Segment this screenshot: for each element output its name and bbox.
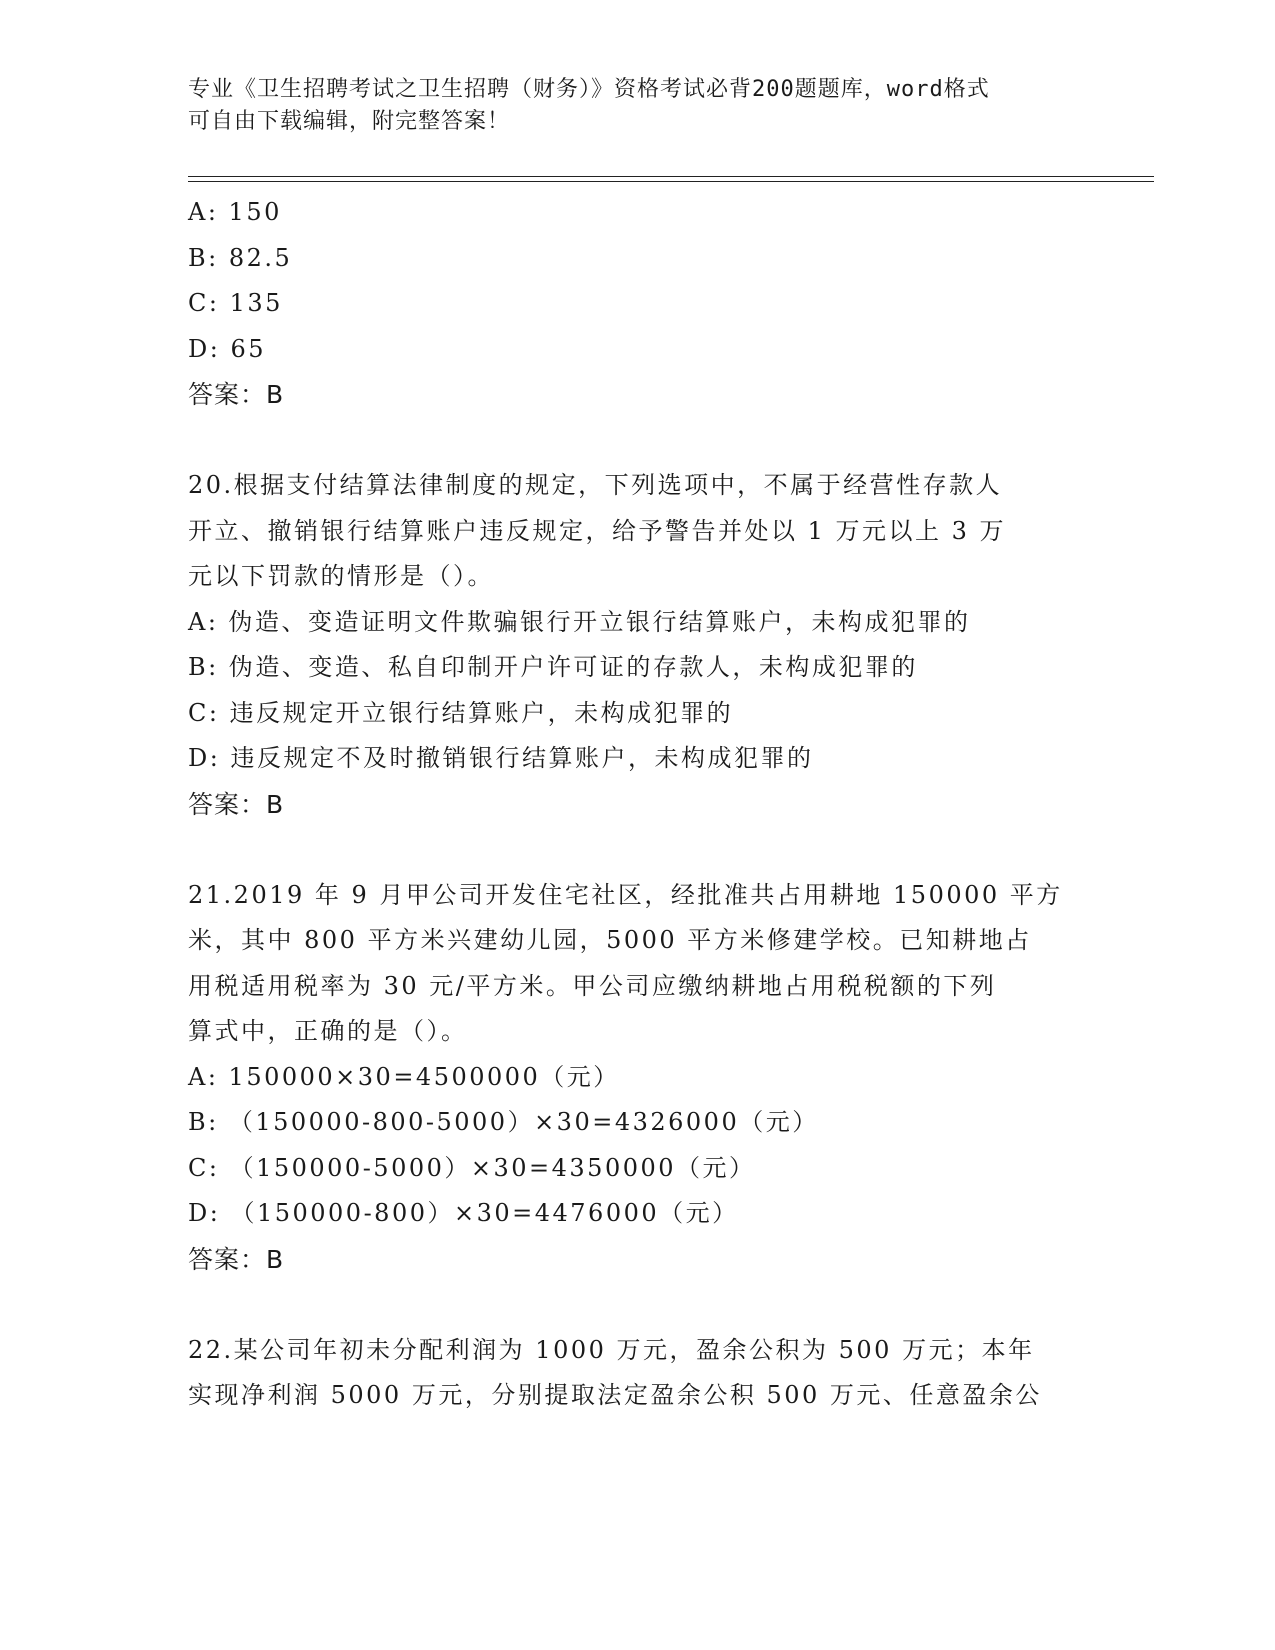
question-22 bbox=[188, 1328, 1088, 1419]
option-d: D: （150000-800）×30=4476000（元） bbox=[188, 1199, 739, 1227]
option-a: A: 150000×30=4500000（元） bbox=[188, 1062, 620, 1091]
document-header bbox=[188, 74, 1068, 138]
option-c: C: （150000-5000）×30=4350000（元） bbox=[188, 1153, 756, 1182]
document-body bbox=[188, 190, 1088, 1419]
answer: 答案：B bbox=[188, 789, 285, 819]
question-text-line: 实现净利润 5000 万元，分别提取法定盈余公积 500 万元、任意盈余公 bbox=[188, 1381, 1042, 1409]
spacer bbox=[188, 1282, 1088, 1328]
question-text-line: 算式中，正确的是（）。 bbox=[188, 1017, 468, 1045]
spacer bbox=[188, 418, 1088, 464]
option-c: C: 违反规定开立银行结算账户，未构成犯罪的 bbox=[188, 698, 734, 727]
question-text-line: 米，其中 800 平方米兴建幼儿园，5000 平方米修建学校。已知耕地占 bbox=[188, 926, 1032, 954]
spacer bbox=[188, 827, 1088, 873]
header-divider-bottom bbox=[188, 181, 1154, 182]
question-text-line: 20.根据支付结算法律制度的规定，下列选项中，不属于经营性存款人 bbox=[188, 471, 1003, 499]
question-text-line: 22.某公司年初未分配利润为 1000 万元，盈余公积为 500 万元；本年 bbox=[188, 1335, 1035, 1364]
question-text-line: 元以下罚款的情形是（）。 bbox=[188, 562, 494, 590]
option-b: B: 82.5 bbox=[188, 243, 293, 272]
question-20 bbox=[188, 463, 1088, 827]
option-a: A: 伪造、变造证明文件欺骗银行开立银行结算账户，未构成犯罪的 bbox=[188, 607, 971, 636]
option-b: B: 伪造、变造、私自印制开户许可证的存款人，未构成犯罪的 bbox=[188, 653, 918, 681]
option-c: C: 135 bbox=[188, 289, 283, 317]
answer: 答案：B bbox=[188, 380, 285, 409]
question-19 bbox=[188, 190, 1088, 418]
option-d: D: 65 bbox=[188, 334, 266, 363]
question-text-line: 开立、撤销银行结算账户违反规定，给予警告并处以 1 万元以上 3 万 bbox=[188, 516, 1007, 545]
option-a: A: 150 bbox=[188, 198, 282, 226]
option-b: B: （150000-800-5000）×30=4326000（元） bbox=[188, 1108, 819, 1136]
answer: 答案：B bbox=[188, 1244, 285, 1274]
question-text-line: 用税适用税率为 30 元/平方米。甲公司应缴纳耕地占用税税额的下列 bbox=[188, 971, 997, 1000]
header-line-1: 专业《卫生招聘考试之卫生招聘（财务）》资格考试必背200题题库，word格式 bbox=[188, 77, 990, 102]
option-d: D: 违反规定不及时撤销银行结算账户，未构成犯罪的 bbox=[188, 744, 814, 772]
header-line-2: 可自由下载编辑，附完整答案！ bbox=[188, 109, 511, 134]
header-divider-top bbox=[188, 176, 1154, 177]
question-21 bbox=[188, 873, 1088, 1283]
question-text-line: 21.2019 年 9 月甲公司开发住宅社区，经批准共占用耕地 150000 平方 bbox=[188, 880, 1063, 909]
